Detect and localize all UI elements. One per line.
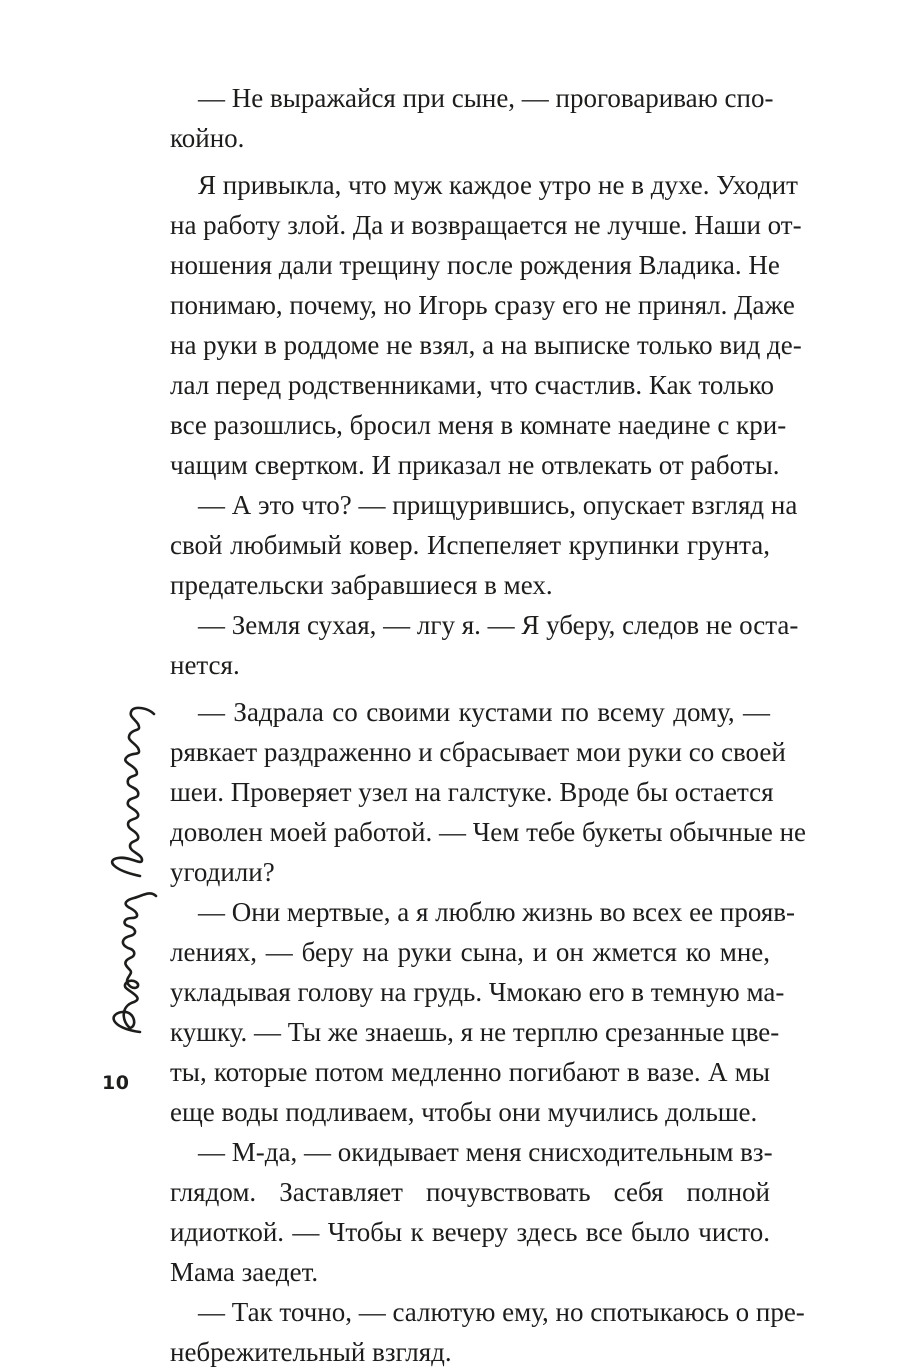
text-line: свой любимый ковер. Испепеляет крупинки грунта, <box>170 530 770 560</box>
text-line: на работу злой. Да и возвращается не лучше. Наши от- <box>170 210 802 240</box>
text-line: Я привыкла, что муж каждое утро не в духе. Уходит <box>198 170 798 200</box>
body-text <box>170 78 807 1372</box>
author-signature <box>100 696 160 1036</box>
text-line: — Земля сухая, — лгу я. — Я уберу, следов не оста- <box>198 610 799 640</box>
text-line: — А это что? — прищурившись, опускает взгляд на <box>198 490 798 520</box>
text-line: — М-да, — окидывает меня снисходительным вз- <box>198 1137 773 1167</box>
text-line: рявкает раздраженно и сбрасывает мои руки со своей <box>170 737 786 767</box>
text-line: укладывая голову на грудь. Чмокаю его в темную ма- <box>170 977 785 1007</box>
text-line: чащим свертком. И приказал не отвлекать от работы. <box>170 450 780 480</box>
text-line: небрежительный взгляд. <box>170 1337 452 1367</box>
text-line: нется. <box>170 650 240 680</box>
author-signature-handwriting <box>100 696 160 1036</box>
text-line: койно. <box>170 123 245 153</box>
text-line: лал перед родственниками, что счастлив. Как только <box>170 370 775 400</box>
text-line: понимаю, почему, но Игорь сразу его не принял. Даже <box>170 290 795 320</box>
text-line: шеи. Проверяет узел на галстуке. Вроде бы остается <box>170 777 774 807</box>
text-line: ношения дали трещину после рождения Владика. Не <box>170 250 780 280</box>
text-line: угодили? <box>170 857 275 887</box>
text-line: — Не выражайся при сыне, — проговариваю спо- <box>198 83 774 113</box>
text-line: — Они мертвые, а я люблю жизнь во всех ее прояв- <box>198 897 795 927</box>
text-line: Мама заедет. <box>170 1257 319 1287</box>
text-line: — Так точно, — салютую ему, но спотыкаюсь о пре- <box>198 1297 805 1327</box>
text-line: — Задрала со своими кустами по всему дому, — <box>198 697 770 727</box>
text-line: кушку. — Ты же знаешь, я не терплю срезанные цве- <box>170 1017 780 1047</box>
text-line: ты, которые потом медленно погибают в вазе. А мы <box>170 1057 770 1087</box>
page-number: 10 <box>102 1072 130 1094</box>
text-line: предательски забравшиеся в мех. <box>170 570 553 600</box>
text-line: идиоткой. — Чтобы к вечеру здесь все было чисто. <box>170 1217 770 1247</box>
text-line: все разошлись, бросил меня в комнате наедине с кри- <box>170 410 787 440</box>
text-line: на руки в роддоме не взял, а на выписке только вид де- <box>170 330 802 360</box>
text-line: глядом. Заставляет почувствовать себя полной <box>170 1177 770 1207</box>
text-line: лениях, — беру на руки сына, и он жмется ко мне, <box>170 937 770 967</box>
text-line: еще воды подливаем, чтобы они мучились дольше. <box>170 1097 758 1127</box>
text-line: доволен моей работой. — Чем тебе букеты обычные не <box>170 817 807 847</box>
